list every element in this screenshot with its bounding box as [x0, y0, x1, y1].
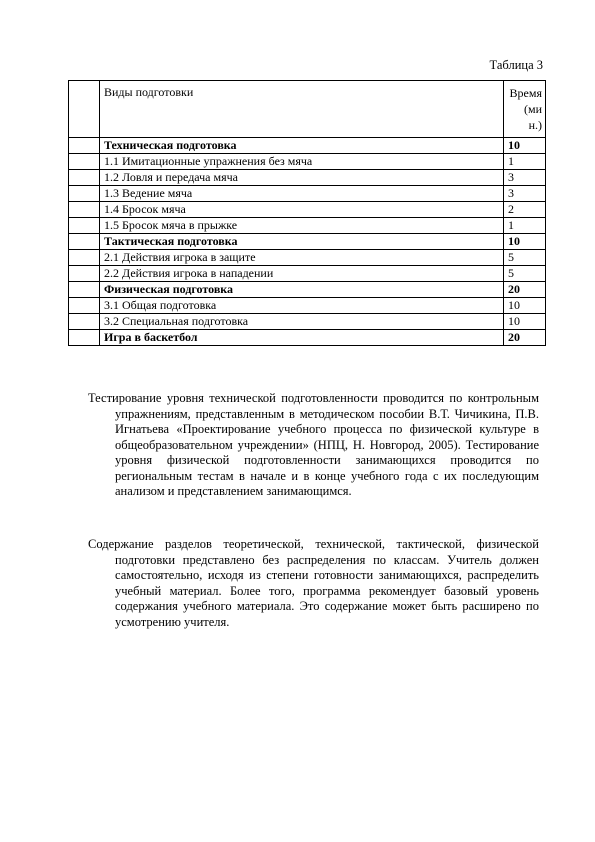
row-name-cell: 3.1 Общая подготовка [100, 298, 504, 314]
row-time-cell: 10 [504, 234, 546, 250]
row-name-cell: 1.3 Ведение мяча [100, 186, 504, 202]
row-time-cell: 10 [504, 314, 546, 330]
paragraph-text: Содержание разделов теоретической, технической, тактической, физической подготовки представлено без распределения по классам. Учитель должен самостоятельно, исходя из степени готовности занимающихся, распределить учебный материал. Более того, программа рекомендует базовый уровень содержания учебного материала. Это содержание может быть расширено по усмотрению учителя. [88, 537, 539, 629]
row-blank-cell [69, 186, 100, 202]
row-time-cell: 20 [504, 330, 546, 346]
row-time-cell: 1 [504, 218, 546, 234]
row-time-cell: 1 [504, 154, 546, 170]
table-row [69, 154, 546, 170]
row-time-cell: 5 [504, 250, 546, 266]
row-blank-cell [69, 330, 100, 346]
row-name-cell: Игра в баскетбол [100, 330, 504, 346]
row-name-cell: Тактическая подготовка [100, 234, 504, 250]
row-time-cell: 3 [504, 170, 546, 186]
row-name-cell: Техническая подготовка [100, 138, 504, 154]
row-time-cell: 10 [504, 298, 546, 314]
row-blank-cell [69, 218, 100, 234]
row-time-cell: 5 [504, 266, 546, 282]
row-blank-cell [69, 298, 100, 314]
table-row [69, 170, 546, 186]
table-section-row [69, 234, 546, 250]
row-blank-cell [69, 282, 100, 298]
paragraph-content [88, 537, 539, 630]
row-blank-cell [69, 266, 100, 282]
row-time-cell: 20 [504, 282, 546, 298]
table-row [69, 186, 546, 202]
row-name-cell: 3.2 Специальная подготовка [100, 314, 504, 330]
paragraph-text: Тестирование уровня технической подготовленности проводится по контрольным упражнениям, представленным в методическом пособии В.Т. Чичикина, П.В. Игнатьева «Проектирование учебного процесса по физической культуре в общеобразовательном учреждении» (НПЦ, Н. Новгород, 2005). Тестирование уровня физической подготовленности занимающихся проводится по региональным тестам в начале и в конце учебного года с их последующим анализом и представлением занимающимся. [88, 391, 539, 498]
row-blank-cell [69, 138, 100, 154]
header-blank-cell [69, 81, 100, 138]
table-row [69, 314, 546, 330]
header-time-line: Время [509, 86, 542, 100]
table-caption: Таблица 3 [489, 58, 543, 72]
row-name-cell: 2.1 Действия игрока в защите [100, 250, 504, 266]
table-header-row [69, 81, 546, 138]
row-name-cell: 1.5 Бросок мяча в прыжке [100, 218, 504, 234]
row-time-cell: 10 [504, 138, 546, 154]
table-row [69, 218, 546, 234]
row-name-cell: Физическая подготовка [100, 282, 504, 298]
table-row [69, 250, 546, 266]
table-row [69, 266, 546, 282]
table-section-row [69, 138, 546, 154]
row-blank-cell [69, 154, 100, 170]
row-name-cell: 1.1 Имитационные упражнения без мяча [100, 154, 504, 170]
row-time-cell: 2 [504, 202, 546, 218]
table-row [69, 298, 546, 314]
table-section-row [69, 282, 546, 298]
row-blank-cell [69, 202, 100, 218]
training-table [68, 80, 546, 346]
row-name-cell: 1.4 Бросок мяча [100, 202, 504, 218]
table-row [69, 202, 546, 218]
header-name-cell: Виды подготовки [100, 81, 504, 138]
row-name-cell: 1.2 Ловля и передача мяча [100, 170, 504, 186]
row-name-cell: 2.2 Действия игрока в нападении [100, 266, 504, 282]
header-time-cell [504, 81, 546, 138]
row-blank-cell [69, 314, 100, 330]
row-blank-cell [69, 234, 100, 250]
header-time-line: (ми [523, 102, 542, 116]
paragraph-testing [88, 391, 539, 500]
row-blank-cell [69, 170, 100, 186]
row-blank-cell [69, 250, 100, 266]
table-section-row [69, 330, 546, 346]
row-time-cell: 3 [504, 186, 546, 202]
header-time-line: н.) [528, 118, 542, 132]
